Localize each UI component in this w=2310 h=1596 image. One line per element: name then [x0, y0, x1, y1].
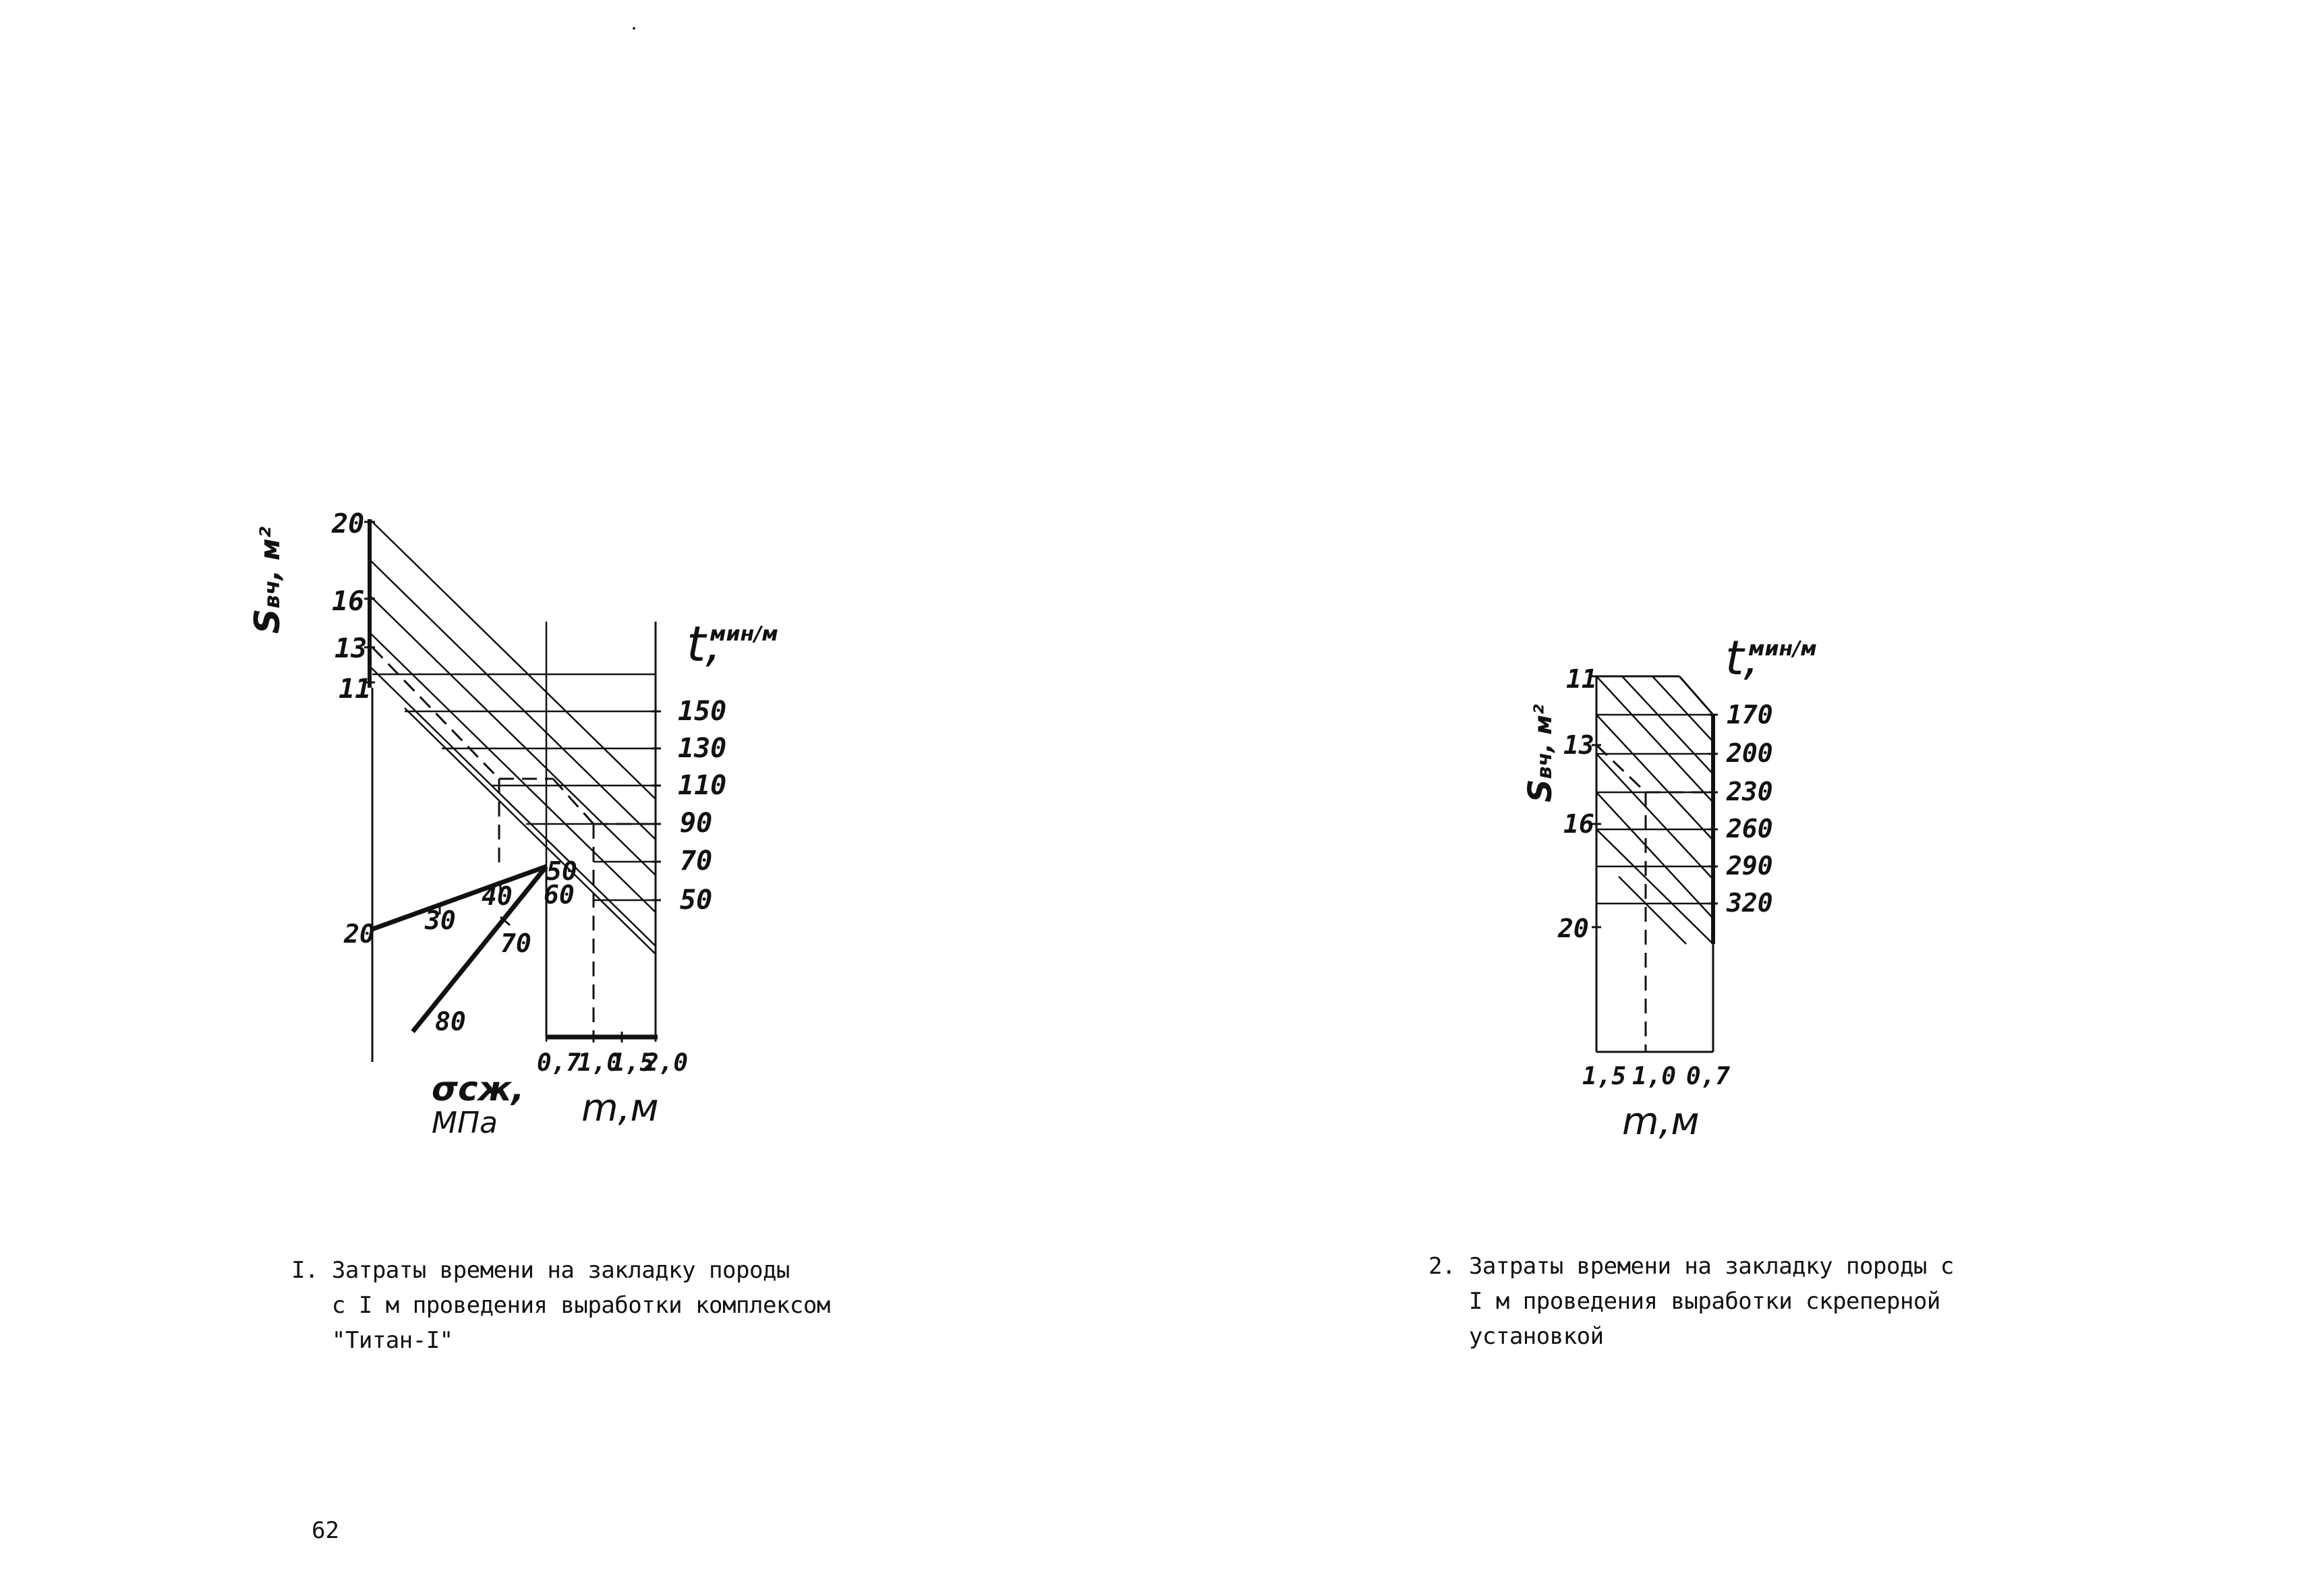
- svg-text:11: 11: [1566, 664, 1597, 694]
- fig1-t-unit: мин/м: [710, 622, 778, 646]
- svg-text:130: 130: [678, 733, 727, 764]
- svg-text:50: 50: [680, 885, 713, 916]
- svg-text:80: 80: [435, 1007, 466, 1036]
- fig2-t-unit: мин/м: [1748, 637, 1817, 661]
- horizontal-t-lines: [1596, 715, 1713, 904]
- fig1-t-ticks: [678, 696, 726, 916]
- fig1-m-label: m,м: [581, 1086, 659, 1130]
- fig2-s-axis-label: Sвч, м²: [1522, 704, 1559, 802]
- fig1-sigma-unit: МПа: [432, 1106, 498, 1140]
- svg-text:20: 20: [1558, 914, 1589, 943]
- svg-text:170: 170: [1727, 700, 1773, 730]
- fig2-t-ticks: [1726, 700, 1773, 918]
- caption-line: I. Затраты времени на закладку породы: [291, 1257, 790, 1284]
- fig1-sigma-ticks: [343, 856, 577, 1036]
- svg-text:150: 150: [678, 696, 727, 727]
- svg-text:13: 13: [1563, 730, 1594, 760]
- fig2-t-label: t,: [1725, 630, 1759, 686]
- svg-text:11: 11: [339, 674, 372, 705]
- svg-text:1,0: 1,0: [1632, 1063, 1677, 1090]
- speck: [633, 27, 635, 30]
- svg-text:90: 90: [680, 808, 713, 839]
- fig1-sigma-label: σсж,: [432, 1069, 525, 1109]
- svg-text:50: 50: [546, 856, 577, 886]
- fig1-m-ticks: [537, 1049, 688, 1077]
- figure-2-nomogram: [1592, 676, 1718, 1052]
- svg-text:200: 200: [1727, 738, 1773, 768]
- svg-text:1,0: 1,0: [577, 1049, 622, 1077]
- caption-line: с I м проведения выработки комплексом: [291, 1292, 830, 1319]
- svg-text:290: 290: [1727, 851, 1773, 881]
- fig1-s-axis-label: Sвч, м²: [248, 526, 288, 634]
- svg-text:0,7: 0,7: [537, 1049, 581, 1077]
- svg-text:13: 13: [335, 633, 368, 664]
- svg-text:16: 16: [1563, 809, 1594, 839]
- svg-text:40: 40: [482, 881, 513, 911]
- fig1-t-label: t,: [687, 616, 722, 672]
- svg-text:16: 16: [332, 586, 365, 617]
- svg-text:20: 20: [332, 508, 365, 539]
- svg-text:70: 70: [500, 928, 531, 958]
- svg-text:60: 60: [544, 880, 575, 910]
- figure-1-nomogram: [364, 519, 661, 1062]
- svg-text:1,5: 1,5: [610, 1049, 655, 1077]
- svg-text:70: 70: [680, 846, 713, 877]
- fig2-s-ticks: [1557, 664, 1597, 943]
- caption-line: 2. Затраты времени на закладку породы с: [1428, 1253, 1954, 1280]
- figure-2-caption: [1428, 1249, 1954, 1354]
- horizontal-t-lines: [372, 674, 656, 900]
- svg-text:320: 320: [1727, 888, 1773, 918]
- caption-line: "Титан-I": [291, 1327, 453, 1354]
- figure-1-caption: [291, 1253, 830, 1358]
- page-number: 62: [312, 1517, 339, 1544]
- fig2-m-ticks: [1582, 1063, 1730, 1090]
- svg-text:1,5: 1,5: [1582, 1063, 1627, 1090]
- caption-line: установкой: [1428, 1323, 1604, 1350]
- svg-text:110: 110: [678, 770, 727, 801]
- caption-line: I м проведения выработки скреперной: [1428, 1288, 1940, 1315]
- svg-text:2,0: 2,0: [644, 1049, 689, 1077]
- dashed-guides: [372, 647, 656, 1032]
- svg-text:260: 260: [1727, 814, 1773, 844]
- svg-text:30: 30: [425, 906, 456, 935]
- fig2-m-label: m,м: [1622, 1100, 1700, 1144]
- diagonal-lines: [371, 521, 656, 954]
- svg-text:20: 20: [344, 919, 375, 949]
- svg-text:0,7: 0,7: [1686, 1063, 1731, 1090]
- fig1-s-ticks: [331, 508, 371, 705]
- svg-text:230: 230: [1727, 777, 1773, 806]
